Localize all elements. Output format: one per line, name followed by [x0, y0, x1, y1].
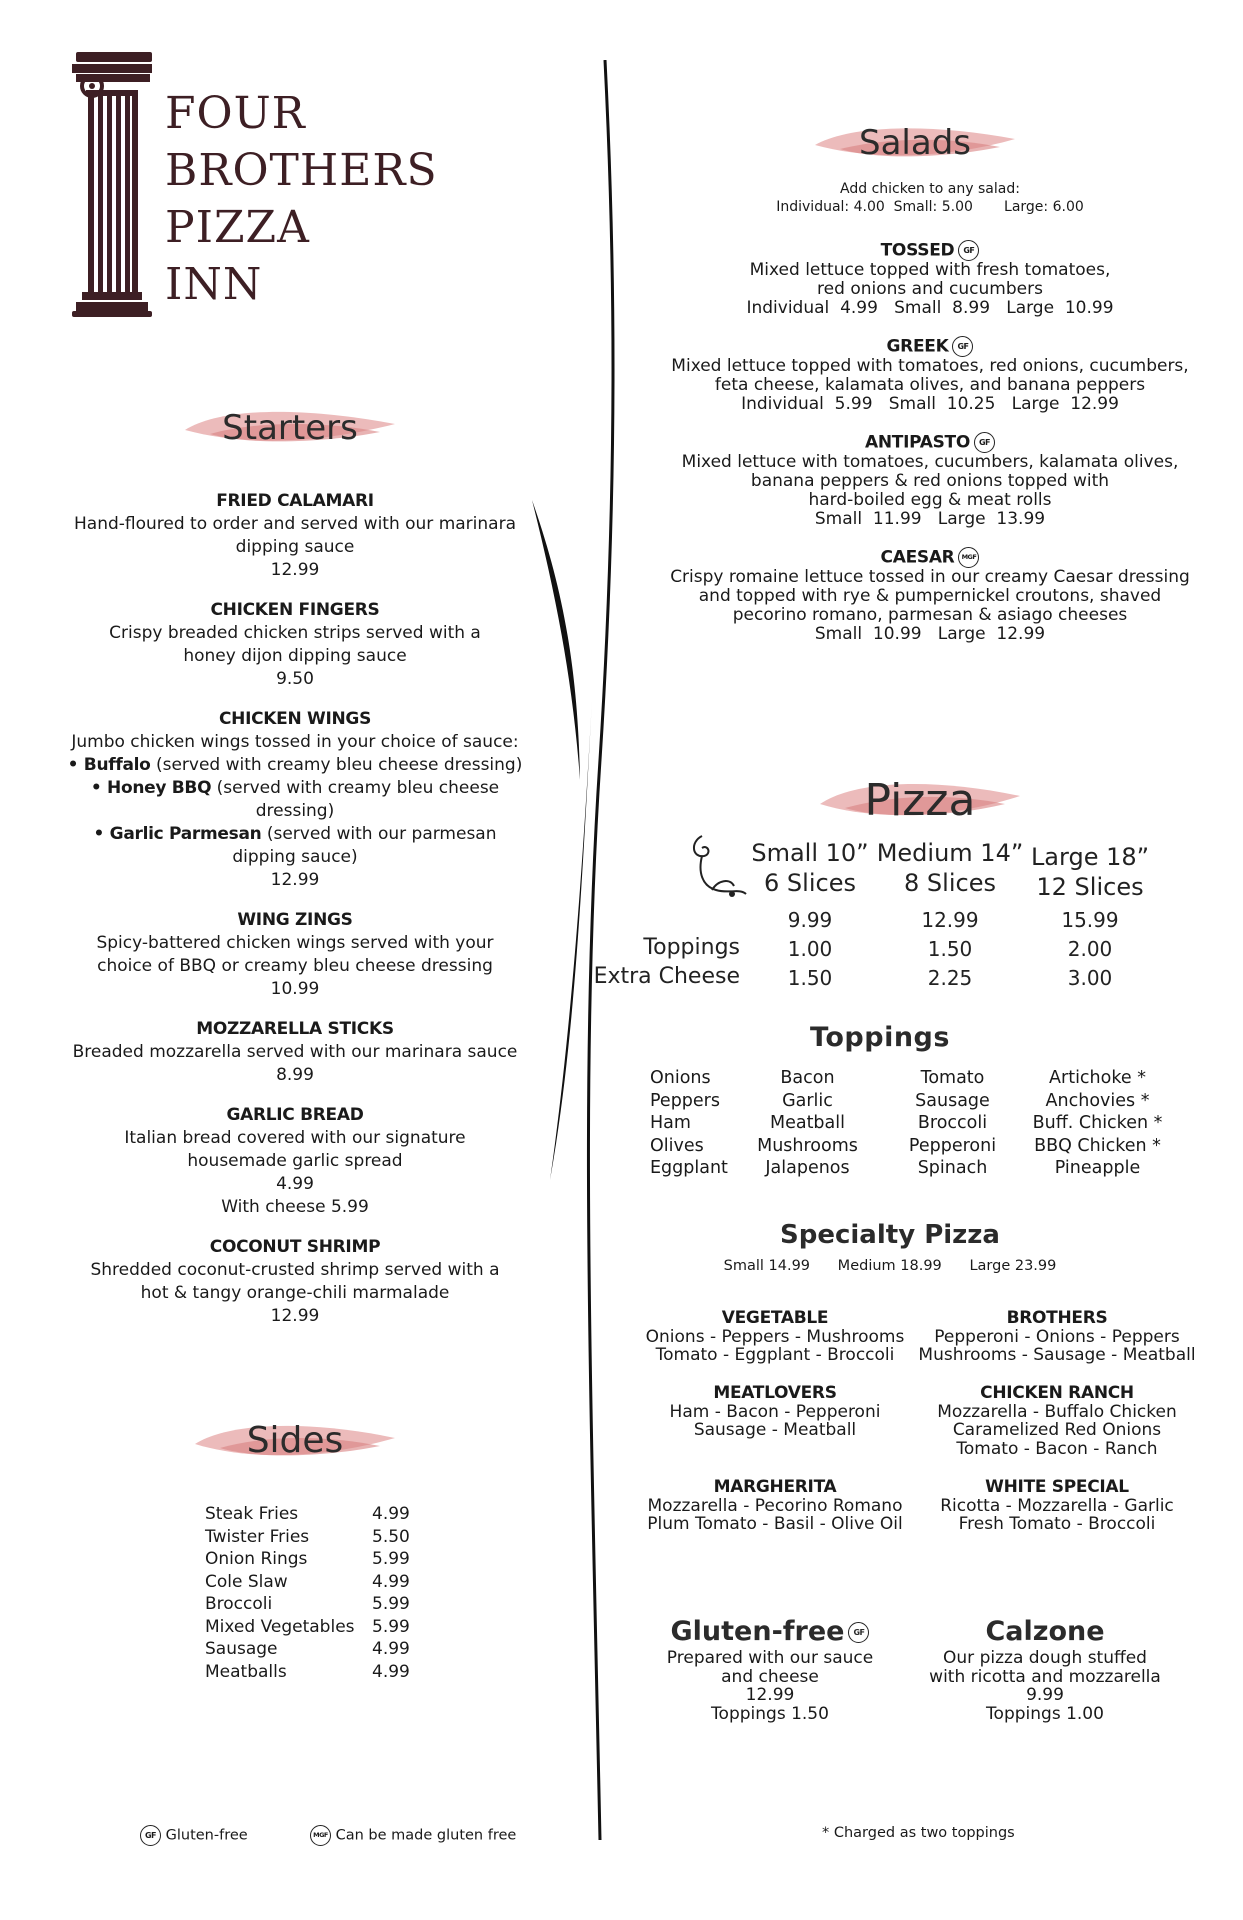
salads-title: Salads — [859, 123, 971, 163]
topping-item: Garlic — [782, 1090, 833, 1111]
gluten-free-icon: GF — [848, 1622, 869, 1643]
side-price: 4.99 — [372, 1504, 410, 1524]
starter-name: COCONUT SHRIMP — [209, 1237, 381, 1257]
starter-price: 12.99 — [270, 560, 320, 580]
gluten-free-icon: GF — [140, 1825, 161, 1846]
price-topping: 1.00 — [787, 937, 833, 961]
starter-desc: Breaded mozzarella served with our marinara sauce — [72, 1042, 518, 1062]
specialty-item — [635, 1478, 915, 1534]
sauce-note: (served with creamy bleu cheese dressing) — [211, 778, 500, 821]
side-price: 5.50 — [372, 1526, 410, 1547]
salad-desc: red onions and cucumbers — [817, 279, 1043, 299]
topping-item: Pepperoni — [908, 1135, 997, 1156]
salad-desc: and topped with rye & pumpernickel croutons, shaved — [698, 586, 1162, 606]
topping-item: Pineapple — [1054, 1158, 1141, 1178]
slice-count: 6 Slices — [764, 869, 856, 897]
slice-count: 8 Slices — [904, 869, 996, 897]
specialty-item — [635, 1309, 915, 1365]
legend-label: Can be made gluten free — [335, 1827, 517, 1844]
gluten-free-desc: Prepared with our sauce — [666, 1648, 874, 1668]
row-label-toppings: Toppings — [643, 935, 740, 960]
size-medium — [870, 838, 1030, 898]
topping-item: Mushrooms — [757, 1135, 858, 1156]
side-name: Meatballs — [205, 1661, 287, 1682]
topping-item: Bacon — [780, 1068, 835, 1088]
starter-name: CHICKEN WINGS — [218, 709, 372, 729]
salad-item — [650, 547, 1210, 644]
topping-item: Buff. Chicken * — [1032, 1113, 1163, 1133]
maybe-gluten-free-icon: MGF — [958, 547, 979, 568]
salad-note-line: Add chicken to any salad: — [840, 181, 1020, 197]
starter-desc: honey dijon dipping sauce — [183, 646, 407, 666]
gluten-free-topping-price: Toppings 1.50 — [711, 1703, 829, 1724]
gluten-free-icon: GF — [958, 240, 979, 261]
specialty-desc: Mozzarella - Pecorino Romano — [647, 1495, 903, 1516]
gluten-free-icon: GF — [952, 336, 973, 357]
row-label-extra-cheese: Extra Cheese — [593, 964, 740, 989]
starter-price: 9.50 — [276, 669, 314, 689]
pizza-heading — [815, 768, 1025, 834]
price-base: 15.99 — [1061, 908, 1119, 932]
starter-desc: Jumbo chicken wings tossed in your choice of sauce: — [71, 732, 519, 752]
maybe-gluten-free-icon: MGF — [310, 1825, 331, 1846]
topping-item: Spinach — [917, 1158, 988, 1178]
salad-item — [650, 336, 1210, 414]
specialty-item — [912, 1478, 1202, 1534]
starter-item — [60, 909, 530, 1001]
salad-item — [650, 240, 1210, 318]
starter-name: WING ZINGS — [237, 910, 353, 930]
side-price: 5.99 — [372, 1549, 410, 1569]
side-name: Broccoli — [205, 1594, 273, 1614]
starter-price: 12.99 — [270, 1306, 320, 1326]
calzone-topping-price: Toppings 1.00 — [986, 1703, 1104, 1724]
calzone-desc: with ricotta and mozzarella — [929, 1666, 1161, 1687]
legend-label: Charged as two toppings — [833, 1825, 1015, 1841]
topping-item: Jalapenos — [765, 1158, 850, 1178]
starter-desc: Crispy breaded chicken strips served with a — [109, 623, 481, 643]
toppings-column — [650, 1067, 760, 1180]
specialty-name: BROTHERS — [1006, 1308, 1108, 1328]
starter-item — [60, 490, 530, 582]
specialty-desc: Pepperoni - Onions - Peppers — [934, 1326, 1180, 1347]
price-cheese: 1.50 — [787, 966, 833, 990]
list-item — [205, 1661, 410, 1684]
salad-price: Small 10.99 Large 12.99 — [814, 624, 1046, 644]
column-logo-icon — [72, 52, 154, 318]
list-item — [205, 1593, 410, 1616]
toppings-column — [895, 1067, 1010, 1180]
starters-title: Starters — [222, 408, 358, 448]
starter-desc: hot & tangy orange-chili marmalade — [140, 1283, 450, 1303]
topping-item: Onions — [650, 1068, 711, 1088]
list-item — [205, 1548, 410, 1571]
specialty-desc: Sausage - Meatball — [693, 1420, 857, 1440]
calzone-title: Calzone — [985, 1616, 1105, 1647]
toppings-column — [1020, 1067, 1175, 1180]
salad-desc: feta cheese, kalamata olives, and banana peppers — [714, 375, 1146, 395]
starter-desc: housemade garlic spread — [187, 1151, 403, 1171]
size-label: Small 10” — [751, 839, 869, 867]
starter-name: MOZZARELLA STICKS — [196, 1019, 394, 1039]
salad-price: Individual 5.99 Small 10.25 Large 12.99 — [741, 394, 1119, 414]
salad-desc: Mixed lettuce with tomatoes, cucumbers, kalamata olives, — [681, 452, 1179, 472]
price-topping: 1.50 — [927, 937, 973, 961]
specialty-name: WHITE SPECIAL — [985, 1477, 1129, 1497]
specialty-name: VEGETABLE — [721, 1308, 829, 1328]
starter-desc: Shredded coconut-crusted shrimp served with a — [90, 1260, 500, 1280]
legend-label: Gluten-free — [165, 1827, 248, 1844]
salad-item — [650, 432, 1210, 529]
topping-item: Eggplant — [650, 1158, 728, 1178]
starter-name: FRIED CALAMARI — [216, 491, 374, 511]
topping-item: Ham — [650, 1113, 691, 1133]
specialty-desc: Tomato - Eggplant - Broccoli — [655, 1345, 895, 1365]
salad-name: TOSSED — [880, 240, 955, 261]
specialty-item — [635, 1384, 915, 1440]
starter-desc: Italian bread covered with our signature — [124, 1128, 466, 1148]
starters-list — [60, 490, 530, 1345]
topping-item: Anchovies * — [1045, 1090, 1150, 1111]
salad-desc: Mixed lettuce topped with tomatoes, red onions, cucumbers, — [671, 356, 1189, 376]
starter-name: CHICKEN FINGERS — [210, 600, 380, 620]
starter-name: GARLIC BREAD — [226, 1105, 364, 1125]
gluten-free-price: 12.99 — [745, 1685, 795, 1705]
starter-extra-price: With cheese 5.99 — [221, 1197, 369, 1217]
calzone-section — [910, 1615, 1180, 1723]
gluten-free-section — [640, 1615, 900, 1723]
starter-price: 4.99 — [276, 1174, 314, 1194]
salad-name: ANTIPASTO — [865, 432, 970, 453]
topping-item: Peppers — [650, 1090, 720, 1111]
side-price: 4.99 — [372, 1639, 410, 1659]
price-base: 12.99 — [921, 908, 979, 932]
salad-desc: banana peppers & red onions topped with — [750, 471, 1110, 491]
salad-name: GREEK — [886, 336, 949, 357]
sauce-option — [60, 823, 530, 869]
price-base: 9.99 — [787, 908, 833, 932]
side-name: Steak Fries — [205, 1504, 299, 1524]
price-cheese: 2.25 — [927, 966, 973, 990]
toppings-column — [750, 1067, 865, 1180]
legend-maybe-gluten-free — [310, 1825, 516, 1846]
specialty-desc: Ham - Bacon - Pepperoni — [669, 1401, 881, 1422]
topping-item: Olives — [650, 1135, 704, 1156]
side-name: Cole Slaw — [205, 1571, 288, 1592]
gluten-free-icon: GF — [974, 432, 995, 453]
salad-name: CAESAR — [880, 547, 955, 568]
topping-item: BBQ Chicken * — [1034, 1135, 1161, 1156]
sauce-name: • Honey BBQ — [90, 778, 212, 798]
salad-desc: Crispy romaine lettuce tossed in our creamy Caesar dressing — [670, 567, 1190, 587]
size-label: Medium 14” — [876, 839, 1024, 867]
list-item — [205, 1571, 410, 1594]
salads-heading — [810, 115, 1020, 171]
side-name: Onion Rings — [205, 1549, 308, 1569]
restaurant-logo-text — [165, 85, 438, 313]
specialty-name: MARGHERITA — [713, 1477, 837, 1497]
pizza-price-table — [590, 838, 1150, 998]
side-name: Twister Fries — [205, 1526, 310, 1547]
slice-count: 12 Slices — [1036, 873, 1144, 901]
side-price: 5.99 — [372, 1594, 410, 1614]
salad-chicken-note — [730, 180, 1130, 216]
size-large — [1020, 842, 1160, 902]
toppings-heading: Toppings — [810, 1022, 950, 1053]
side-name: Sausage — [205, 1639, 278, 1659]
starter-price: 8.99 — [276, 1065, 314, 1085]
star-icon: * — [822, 1825, 830, 1841]
salad-desc: Mixed lettuce topped with fresh tomatoes, — [749, 260, 1111, 280]
sides-list — [205, 1503, 410, 1683]
sides-heading — [190, 1410, 400, 1472]
gluten-free-desc: and cheese — [721, 1666, 819, 1687]
starters-heading — [180, 398, 400, 458]
price-cheese: 3.00 — [1067, 966, 1113, 990]
specialty-desc: Caramelized Red Onions — [952, 1420, 1162, 1440]
salad-desc: hard-boiled egg & meat rolls — [808, 490, 1052, 510]
logo-line: INN — [165, 259, 263, 310]
sauce-name: • Garlic Parmesan — [93, 824, 262, 844]
sauce-name: • Buffalo — [67, 755, 151, 775]
starter-price: 10.99 — [270, 979, 320, 999]
salad-desc: pecorino romano, parmesan & asiago cheeses — [732, 605, 1128, 625]
topping-item: Tomato — [920, 1068, 985, 1088]
starter-item — [60, 599, 530, 691]
starter-price: 12.99 — [270, 870, 320, 890]
side-name: Mixed Vegetables — [205, 1616, 355, 1637]
list-item — [205, 1616, 410, 1639]
side-price: 5.99 — [372, 1616, 410, 1637]
starter-item-garlic-bread — [60, 1104, 530, 1219]
salad-note-line: Individual: 4.00 Small: 5.00 Large: 6.00 — [776, 199, 1084, 215]
specialty-desc: Mushrooms - Sausage - Meatball — [918, 1345, 1196, 1365]
salads-list — [650, 240, 1210, 662]
specialty-desc: Tomato - Bacon - Ranch — [956, 1438, 1158, 1459]
size-small — [740, 838, 880, 898]
specialty-desc: Mozzarella - Buffalo Chicken — [937, 1401, 1177, 1422]
gluten-free-title: Gluten-free — [670, 1616, 845, 1647]
starter-item — [60, 1236, 530, 1328]
specialty-item — [912, 1309, 1202, 1365]
side-price: 4.99 — [372, 1661, 410, 1682]
logo-line: PIZZA — [165, 202, 310, 253]
specialty-desc: Ricotta - Mozzarella - Garlic — [940, 1495, 1174, 1516]
starter-desc: Spicy-battered chicken wings served with your — [96, 933, 494, 953]
list-item — [205, 1503, 410, 1526]
sauce-note: (served with our parmesan dipping sauce) — [232, 824, 497, 867]
specialty-desc: Plum Tomato - Basil - Olive Oil — [647, 1514, 903, 1534]
sauce-option — [60, 754, 530, 777]
topping-item: Meatball — [769, 1113, 845, 1133]
pizza-title: Pizza — [864, 775, 976, 826]
sauce-note: (served with creamy bleu cheese dressing) — [150, 755, 523, 775]
logo-line: BROTHERS — [165, 145, 438, 196]
list-item — [205, 1526, 410, 1549]
topping-item: Broccoli — [917, 1113, 988, 1133]
specialty-name: MEATLOVERS — [713, 1383, 837, 1403]
specialty-name: CHICKEN RANCH — [980, 1383, 1134, 1403]
specialty-heading: Specialty Pizza — [780, 1220, 1000, 1250]
sides-title: Sides — [246, 1420, 344, 1461]
starter-desc: Hand-floured to order and served with our marinara — [74, 514, 516, 534]
logo-line: FOUR — [165, 88, 306, 139]
topping-item: Sausage — [915, 1090, 990, 1111]
salad-price: Individual 4.99 Small 8.99 Large 10.99 — [746, 298, 1114, 318]
calzone-desc: Our pizza dough stuffed — [943, 1648, 1147, 1668]
legend-double-topping — [822, 1825, 1015, 1841]
legend-gluten-free — [140, 1825, 248, 1846]
list-item — [205, 1638, 410, 1661]
side-price: 4.99 — [372, 1571, 410, 1592]
starter-item-wings — [60, 708, 530, 892]
specialty-desc: Fresh Tomato - Broccoli — [958, 1514, 1156, 1534]
specialty-prices: Small 14.99 Medium 18.99 Large 23.99 — [723, 1258, 1057, 1274]
starter-desc: dipping sauce — [235, 537, 355, 557]
salad-price: Small 11.99 Large 13.99 — [814, 509, 1046, 529]
specialty-desc: Onions - Peppers - Mushrooms — [645, 1326, 905, 1347]
topping-item: Artichoke * — [1049, 1068, 1146, 1088]
calzone-price: 9.99 — [1026, 1685, 1064, 1705]
price-topping: 2.00 — [1067, 937, 1113, 961]
size-label: Large 18” — [1030, 843, 1150, 871]
starter-desc: choice of BBQ or creamy bleu cheese dressing — [97, 956, 493, 976]
starter-item — [60, 1018, 530, 1087]
sauce-option — [60, 777, 530, 823]
specialty-item — [912, 1384, 1202, 1458]
